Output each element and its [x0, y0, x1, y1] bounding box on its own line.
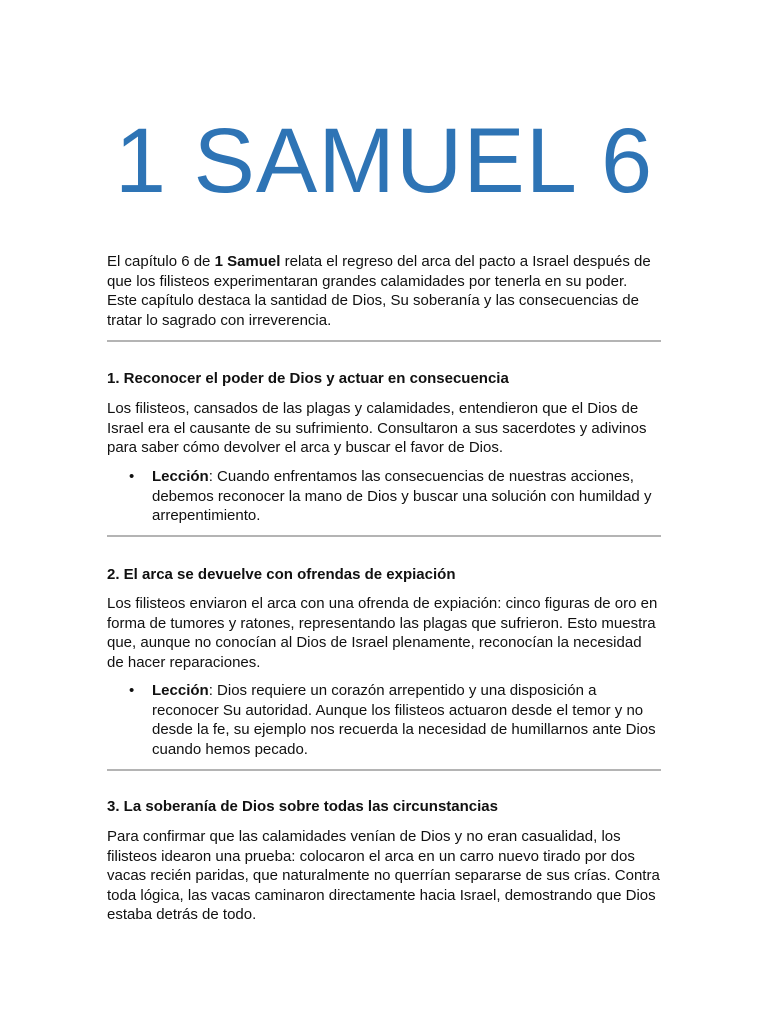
section-1-body: [107, 399, 661, 458]
section-1-lesson: [107, 467, 661, 526]
page-title: 1 SAMUEL 6: [114, 110, 654, 212]
lesson-list: [107, 467, 661, 526]
lesson-item: [107, 467, 661, 526]
lesson-text: : Dios requiere un corazón arrepentido y una disposición a reconocer Su autoridad. Aunque los filisteos actuaron desde el temor y no desde la fe, su ejemplo nos recuerda la necesidad de humillarnos ante Dios cuando hemos pecado.: [152, 682, 656, 758]
divider: [107, 769, 661, 771]
section-body: Para confirmar que las calamidades venían de Dios y no eran casualidad, los filisteos idearon una prueba: colocaron el arca en un carro nuevo tirado por dos vacas recién paridas, que naturalmente no querrían separarse de sus crías. Contra toda lógica, las vacas caminaron directamente hacia Israel, demostrando que Dios estaba detrás de todo.: [107, 828, 660, 924]
lesson-label: Lección: [152, 468, 209, 485]
intro-book-name: 1 Samuel: [214, 253, 281, 270]
section-3: [107, 797, 661, 817]
section-2-body: [107, 594, 661, 672]
bullet-icon: •: [129, 682, 135, 699]
divider: [107, 535, 661, 537]
lesson-label: Lección: [152, 682, 209, 699]
section-body: Los filisteos enviaron el arca con una ofrenda de expiación: cinco figuras de oro en forma de tumores y ratones, representando las plagas que sufrieron. Esto muestra que, aunque no conocían al Dios de Israel plenamente, reconocían la necesidad de hacer reparaciones.: [107, 595, 658, 671]
section-1: [107, 369, 661, 389]
lesson-text: : Cuando enfrentamos las consecuencias de nuestras acciones, debemos reconocer la mano de Dios y buscar una solución con humildad y arrepentimiento.: [152, 468, 652, 525]
intro-suffix: relata el regreso del arca del pacto a Israel después de que los filisteos experimentaran grandes calamidades por tenerla en su poder. Este capítulo destaca la santidad de Dios, Su soberanía y las consecuencias de tratar lo sagrado con irreverencia.: [107, 253, 651, 329]
lesson-list: [107, 681, 661, 759]
intro-prefix: El capítulo 6 de: [107, 253, 215, 270]
section-3-body: [107, 827, 661, 925]
section-heading: 1. Reconocer el poder de Dios y actuar en consecuencia: [107, 370, 509, 387]
section-2-lesson: [107, 681, 661, 759]
lesson-item: [107, 681, 661, 759]
intro-paragraph: [107, 252, 661, 330]
divider: [107, 340, 661, 342]
bullet-icon: •: [129, 468, 135, 485]
section-heading: 3. La soberanía de Dios sobre todas las circunstancias: [107, 798, 498, 815]
section-heading: 2. El arca se devuelve con ofrendas de expiación: [107, 566, 456, 583]
section-2: [107, 565, 661, 585]
section-body: Los filisteos, cansados de las plagas y calamidades, entendieron que el Dios de Israel era el causante de su sufrimiento. Consultaron a sus sacerdotes y adivinos para saber cómo devolver el arca y buscar el favor de Dios.: [107, 400, 647, 457]
